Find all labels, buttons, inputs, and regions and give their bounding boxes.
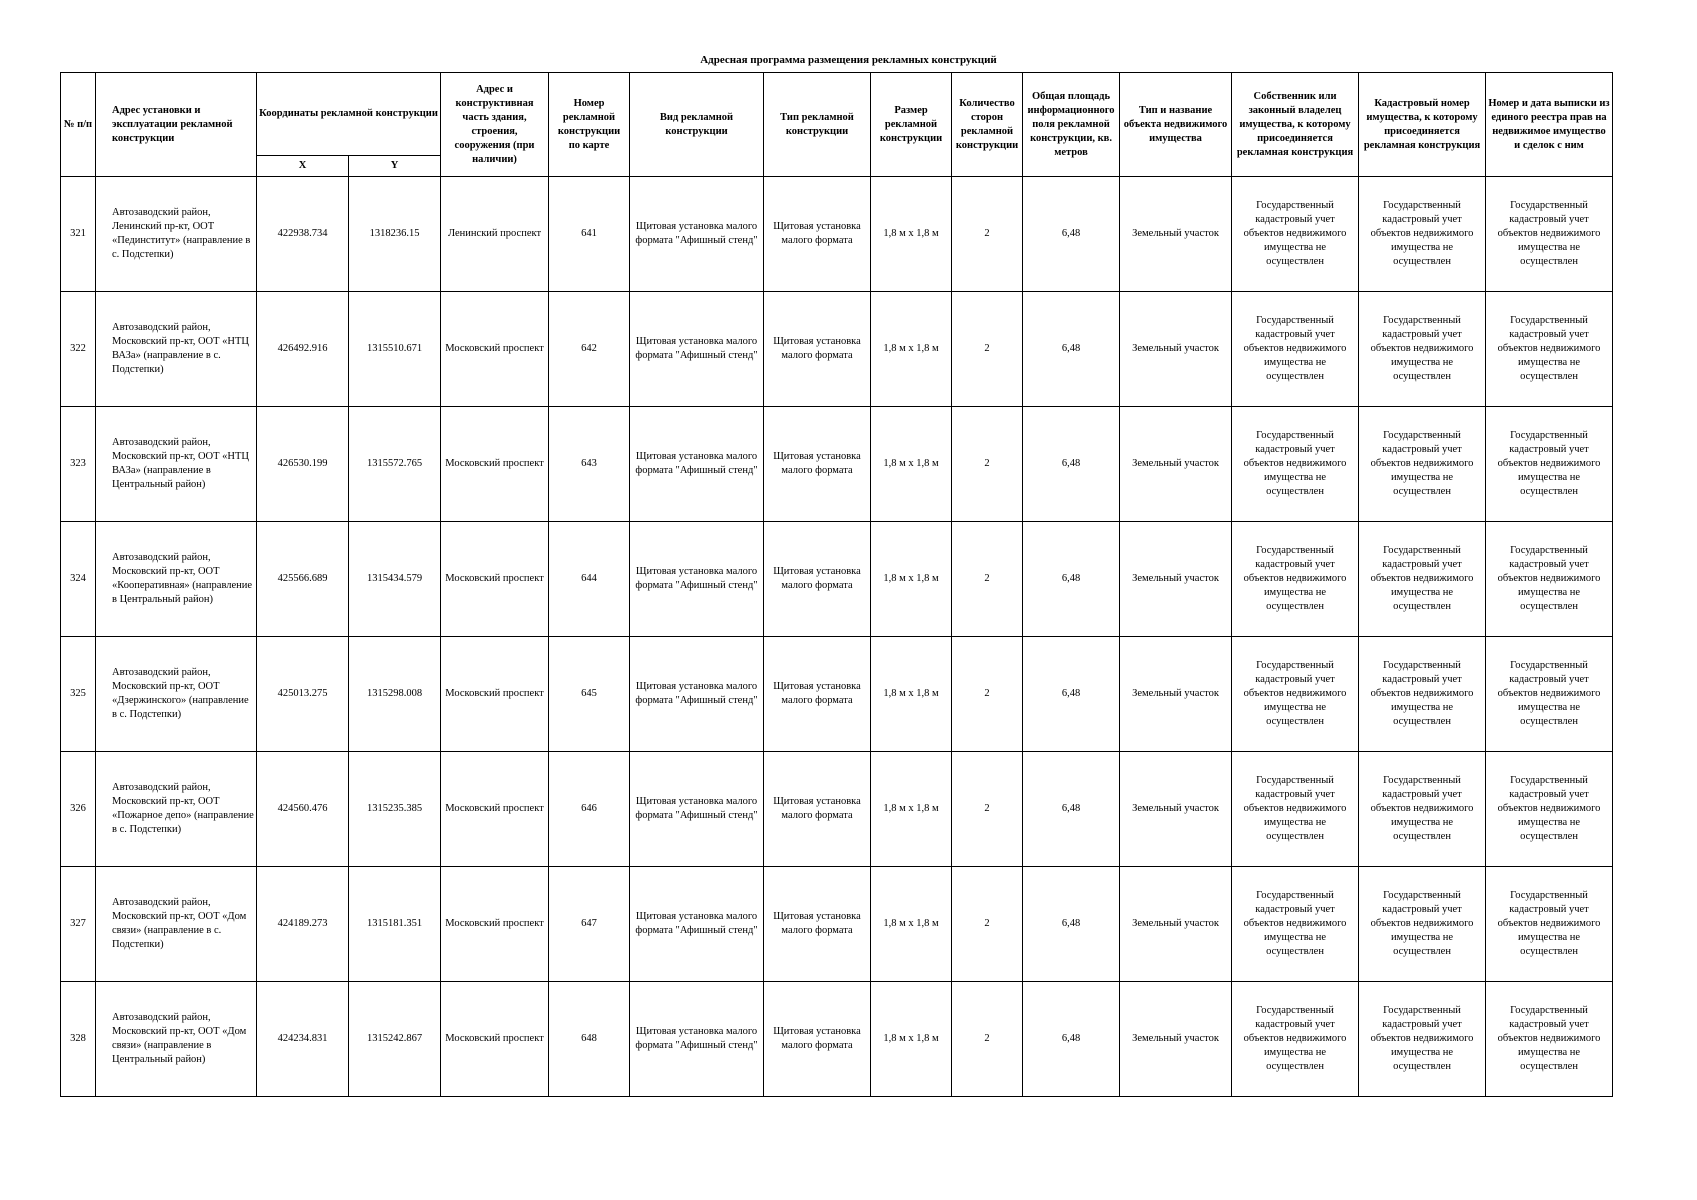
cell-num: 321 [61,177,96,292]
cell-coord-y: 1318236.15 [349,177,441,292]
header-property-type: Тип и название объекта недвижимого имущества [1120,73,1232,177]
cell-type: Щитовая установка малого формата [764,752,871,867]
cell-owner: Государственный кадастровый учет объектов недвижимого имущества не осуществлен [1232,867,1359,982]
cell-property-type: Земельный участок [1120,177,1232,292]
cell-type: Щитовая установка малого формата [764,982,871,1097]
cell-area: 6,48 [1023,867,1120,982]
header-coord-x: X [257,156,349,177]
cell-type: Щитовая установка малого формата [764,637,871,752]
table-row [61,752,1613,867]
cell-registry: Государственный кадастровый учет объектов недвижимого имущества не осуществлен [1486,292,1613,407]
cell-num: 326 [61,752,96,867]
cell-kind: Щитовая установка малого формата "Афишный стенд" [630,637,764,752]
cell-cadastral: Государственный кадастровый учет объектов недвижимого имущества не осуществлен [1359,637,1486,752]
cell-kind: Щитовая установка малого формата "Афишный стенд" [630,752,764,867]
cell-property-type: Земельный участок [1120,637,1232,752]
cell-size: 1,8 м х 1,8 м [871,637,952,752]
header-area: Общая площадь информационного поля рекламной конструкции, кв. метров [1023,73,1120,177]
cell-address: Автозаводский район, Ленинский пр-кт, ООТ «Пединститут» (направление в с. Подстепки) [96,177,257,292]
cell-address: Автозаводский район, Московский пр-кт, ООТ «Дом связи» (направление в с. Подстепки) [96,867,257,982]
header-map-number: Номер рекламной конструкции по карте [549,73,630,177]
cell-area: 6,48 [1023,407,1120,522]
cell-area: 6,48 [1023,292,1120,407]
header-address: Адрес установки и эксплуатации рекламной конструкции [96,73,257,177]
table-row [61,982,1613,1097]
cell-coord-x: 422938.734 [257,177,349,292]
cell-size: 1,8 м х 1,8 м [871,982,952,1097]
cell-registry: Государственный кадастровый учет объектов недвижимого имущества не осуществлен [1486,177,1613,292]
cell-sides: 2 [952,407,1023,522]
header-kind: Вид рекламной конструкции [630,73,764,177]
cell-cadastral: Государственный кадастровый учет объектов недвижимого имущества не осуществлен [1359,522,1486,637]
cell-area: 6,48 [1023,177,1120,292]
cell-owner: Государственный кадастровый учет объектов недвижимого имущества не осуществлен [1232,407,1359,522]
cell-kind: Щитовая установка малого формата "Афишный стенд" [630,407,764,522]
cell-coord-y: 1315235.385 [349,752,441,867]
cell-property-type: Земельный участок [1120,292,1232,407]
cell-registry: Государственный кадастровый учет объектов недвижимого имущества не осуществлен [1486,407,1613,522]
cell-sides: 2 [952,522,1023,637]
cell-property-type: Земельный участок [1120,407,1232,522]
cell-num: 323 [61,407,96,522]
cell-building-part: Московский проспект [441,522,549,637]
cell-kind: Щитовая установка малого формата "Афишный стенд" [630,292,764,407]
cell-address: Автозаводский район, Московский пр-кт, ООТ «НТЦ ВАЗа» (направление в с. Подстепки) [96,292,257,407]
cell-map-number: 642 [549,292,630,407]
cell-area: 6,48 [1023,982,1120,1097]
cell-sides: 2 [952,637,1023,752]
cell-size: 1,8 м х 1,8 м [871,752,952,867]
header-registry: Номер и дата выписки из единого реестра прав на недвижимое имущество и сделок с ним [1486,73,1613,177]
cell-cadastral: Государственный кадастровый учет объектов недвижимого имущества не осуществлен [1359,982,1486,1097]
cell-property-type: Земельный участок [1120,752,1232,867]
cell-building-part: Московский проспект [441,637,549,752]
cell-property-type: Земельный участок [1120,522,1232,637]
cell-map-number: 648 [549,982,630,1097]
cell-sides: 2 [952,752,1023,867]
cell-building-part: Московский проспект [441,867,549,982]
cell-registry: Государственный кадастровый учет объектов недвижимого имущества не осуществлен [1486,982,1613,1097]
cell-address: Автозаводский район, Московский пр-кт, ООТ «Дзержинского» (направление в с. Подстепки) [96,637,257,752]
cell-coord-y: 1315181.351 [349,867,441,982]
cell-num: 325 [61,637,96,752]
cell-coord-x: 426492.916 [257,292,349,407]
cell-coord-x: 424560.476 [257,752,349,867]
cell-map-number: 643 [549,407,630,522]
cell-owner: Государственный кадастровый учет объектов недвижимого имущества не осуществлен [1232,522,1359,637]
cell-kind: Щитовая установка малого формата "Афишный стенд" [630,982,764,1097]
cell-owner: Государственный кадастровый учет объектов недвижимого имущества не осуществлен [1232,982,1359,1097]
cell-num: 324 [61,522,96,637]
document-title: Адресная программа размещения рекламных конструкций [700,54,997,66]
table-body [61,177,1613,1097]
table-row [61,177,1613,292]
cell-coord-y: 1315510.671 [349,292,441,407]
cell-map-number: 647 [549,867,630,982]
cell-type: Щитовая установка малого формата [764,177,871,292]
cell-kind: Щитовая установка малого формата "Афишный стенд" [630,867,764,982]
cell-building-part: Московский проспект [441,292,549,407]
header-type: Тип рекламной конструкции [764,73,871,177]
cell-num: 328 [61,982,96,1097]
cell-owner: Государственный кадастровый учет объектов недвижимого имущества не осуществлен [1232,177,1359,292]
cell-type: Щитовая установка малого формата [764,867,871,982]
cell-sides: 2 [952,292,1023,407]
header-num: № п/п [61,73,96,177]
cell-map-number: 646 [549,752,630,867]
cell-coord-y: 1315434.579 [349,522,441,637]
cell-registry: Государственный кадастровый учет объектов недвижимого имущества не осуществлен [1486,522,1613,637]
cell-size: 1,8 м х 1,8 м [871,867,952,982]
cell-type: Щитовая установка малого формата [764,292,871,407]
cell-type: Щитовая установка малого формата [764,407,871,522]
cell-property-type: Земельный участок [1120,867,1232,982]
header-coord-y: Y [349,156,441,177]
table-row [61,407,1613,522]
table-row [61,522,1613,637]
cell-address: Автозаводский район, Московский пр-кт, ООТ «Пожарное депо» (направление в с. Подстепки) [96,752,257,867]
cell-registry: Государственный кадастровый учет объектов недвижимого имущества не осуществлен [1486,752,1613,867]
cell-coord-x: 426530.199 [257,407,349,522]
cell-registry: Государственный кадастровый учет объектов недвижимого имущества не осуществлен [1486,637,1613,752]
cell-area: 6,48 [1023,752,1120,867]
cell-num: 322 [61,292,96,407]
cell-sides: 2 [952,867,1023,982]
cell-area: 6,48 [1023,522,1120,637]
cell-cadastral: Государственный кадастровый учет объектов недвижимого имущества не осуществлен [1359,407,1486,522]
cell-coord-x: 424189.273 [257,867,349,982]
cell-kind: Щитовая установка малого формата "Афишный стенд" [630,177,764,292]
cell-coord-y: 1315242.867 [349,982,441,1097]
cell-num: 327 [61,867,96,982]
table-row [61,867,1613,982]
cell-building-part: Московский проспект [441,982,549,1097]
cell-coord-x: 425013.275 [257,637,349,752]
cell-building-part: Московский проспект [441,407,549,522]
header-coords: Координаты рекламной конструкции [257,73,441,156]
cell-building-part: Ленинский проспект [441,177,549,292]
cell-address: Автозаводский район, Московский пр-кт, ООТ «НТЦ ВАЗа» (направление в Центральный район) [96,407,257,522]
cell-sides: 2 [952,982,1023,1097]
cell-size: 1,8 м х 1,8 м [871,522,952,637]
cell-owner: Государственный кадастровый учет объектов недвижимого имущества не осуществлен [1232,292,1359,407]
cell-address: Автозаводский район, Московский пр-кт, ООТ «Дом связи» (направление в Центральный район) [96,982,257,1097]
cell-coord-y: 1315298.008 [349,637,441,752]
header-size: Размер рекламной конструкции [871,73,952,177]
cell-type: Щитовая установка малого формата [764,522,871,637]
table-row [61,637,1613,752]
cell-map-number: 641 [549,177,630,292]
cell-size: 1,8 м х 1,8 м [871,407,952,522]
cell-sides: 2 [952,177,1023,292]
cell-map-number: 645 [549,637,630,752]
header-sides: Количество сторон рекламной конструкции [952,73,1023,177]
cell-size: 1,8 м х 1,8 м [871,292,952,407]
cell-coord-x: 425566.689 [257,522,349,637]
cell-kind: Щитовая установка малого формата "Афишный стенд" [630,522,764,637]
cell-coord-x: 424234.831 [257,982,349,1097]
advertising-program-table [60,72,1613,1097]
cell-map-number: 644 [549,522,630,637]
cell-address: Автозаводский район, Московский пр-кт, ООТ «Кооперативная» (направление в Центральный район) [96,522,257,637]
table-row [61,292,1613,407]
cell-cadastral: Государственный кадастровый учет объектов недвижимого имущества не осуществлен [1359,867,1486,982]
header-owner: Собственник или законный владелец имущества, к которому присоединяется рекламная конструкция [1232,73,1359,177]
cell-cadastral: Государственный кадастровый учет объектов недвижимого имущества не осуществлен [1359,752,1486,867]
cell-building-part: Московский проспект [441,752,549,867]
cell-property-type: Земельный участок [1120,982,1232,1097]
cell-owner: Государственный кадастровый учет объектов недвижимого имущества не осуществлен [1232,637,1359,752]
cell-area: 6,48 [1023,637,1120,752]
header-cadastral: Кадастровый номер имущества, к которому присоединяется рекламная конструкция [1359,73,1486,177]
cell-registry: Государственный кадастровый учет объектов недвижимого имущества не осуществлен [1486,867,1613,982]
cell-cadastral: Государственный кадастровый учет объектов недвижимого имущества не осуществлен [1359,177,1486,292]
cell-size: 1,8 м х 1,8 м [871,177,952,292]
cell-cadastral: Государственный кадастровый учет объектов недвижимого имущества не осуществлен [1359,292,1486,407]
header-building-part: Адрес и конструктивная часть здания, строения, сооружения (при наличии) [441,73,549,177]
cell-coord-y: 1315572.765 [349,407,441,522]
table-header [61,73,1613,177]
cell-owner: Государственный кадастровый учет объектов недвижимого имущества не осуществлен [1232,752,1359,867]
